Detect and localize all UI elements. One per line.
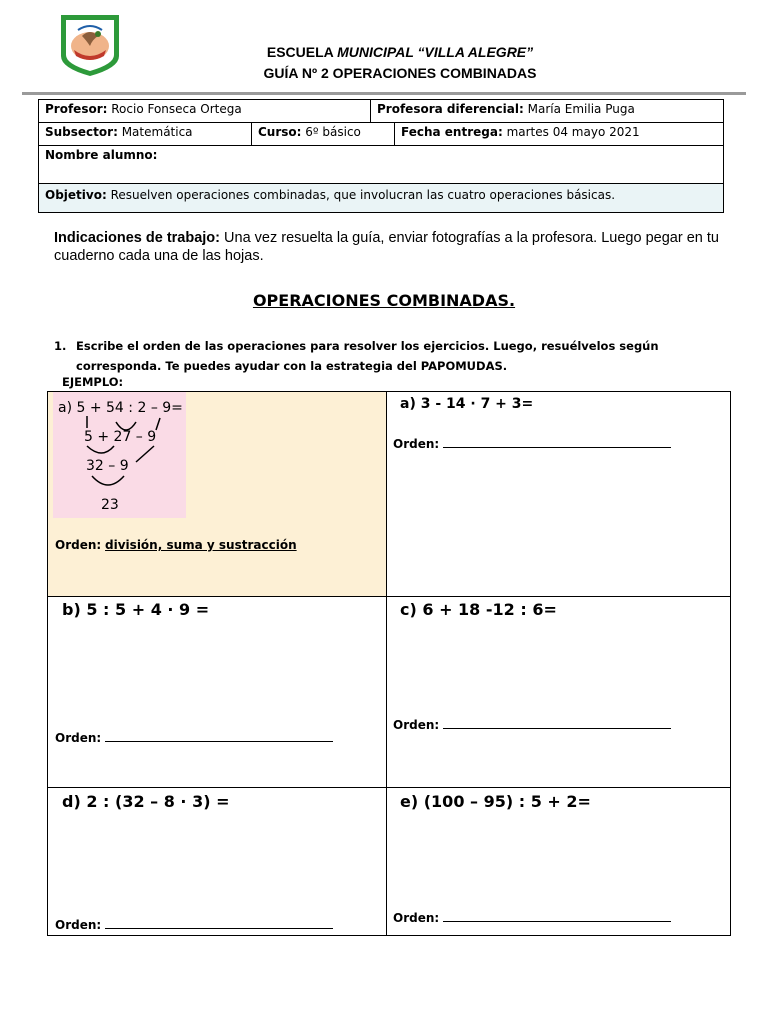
question-1 xyxy=(54,336,734,376)
school-name: ESCUELA MUNICIPAL “VILLA ALEGRE” xyxy=(266,44,534,60)
question-number: 1. xyxy=(54,339,67,353)
diff-teacher-cell: Profesora diferencial: María Emilia Puga xyxy=(370,100,723,122)
order-field-c[interactable]: Orden: xyxy=(393,718,671,732)
order-field-e[interactable]: Orden: xyxy=(393,911,671,925)
example-arcs xyxy=(50,392,180,512)
course-cell: Curso: 6º básico xyxy=(251,123,394,145)
exercise-b: b) 5 : 5 + 4 · 9 = xyxy=(62,600,210,619)
school-logo xyxy=(58,12,122,78)
example-line-1: a) 5 + 54 : 2 – 9= xyxy=(58,400,183,416)
example-label: EJEMPLO: xyxy=(62,375,124,389)
exercise-c: c) 6 + 18 -12 : 6= xyxy=(400,600,557,619)
grid-divider-row-2 xyxy=(47,787,731,788)
grid-divider-row-1 xyxy=(47,596,731,597)
exercise-e: e) (100 – 95) : 5 + 2= xyxy=(400,792,591,811)
order-field-d[interactable]: Orden: xyxy=(55,918,333,932)
example-line-3: 32 – 9 xyxy=(86,458,129,474)
example-line-2: 5 + 27 – 9 xyxy=(84,429,157,445)
due-date-cell: Fecha entrega: martes 04 mayo 2021 xyxy=(394,123,723,145)
objective-cell: Objetivo: Resuelven operaciones combinadas, que involucran las cuatro operaciones básicas. xyxy=(45,188,616,202)
exercise-a: a) 3 - 14 · 7 + 3= xyxy=(400,396,534,412)
subject-cell: Subsector: Matemática xyxy=(45,125,193,139)
section-title: OPERACIONES COMBINADAS. xyxy=(252,291,516,310)
guide-title: GUÍA Nº 2 OPERACIONES COMBINADAS xyxy=(263,65,537,81)
example-line-4: 23 xyxy=(101,497,119,513)
question-text: Escribe el orden de las operaciones para resolver los ejercicios. Luego, resuélvelos según corresponda. Te puedes ayudar con la estrategia del PAPOMUDAS. xyxy=(76,339,659,373)
student-name-cell[interactable]: Nombre alumno: xyxy=(45,148,158,162)
work-instructions: Indicaciones de trabajo: Una vez resuelta la guía, enviar fotografías a la profesora. Luego pegar en tu cuaderno cada una de las hojas. xyxy=(54,230,719,264)
header-divider xyxy=(22,92,746,95)
order-field-a[interactable]: Orden: xyxy=(393,437,671,451)
exercise-d: d) 2 : (32 – 8 · 3) = xyxy=(62,792,230,811)
grid-divider-vertical xyxy=(386,391,387,936)
example-order: Orden: división, suma y sustracción xyxy=(55,538,297,552)
info-table xyxy=(38,99,724,213)
order-field-b[interactable]: Orden: xyxy=(55,731,333,745)
teacher-cell: Profesor: Rocio Fonseca Ortega xyxy=(45,102,242,116)
